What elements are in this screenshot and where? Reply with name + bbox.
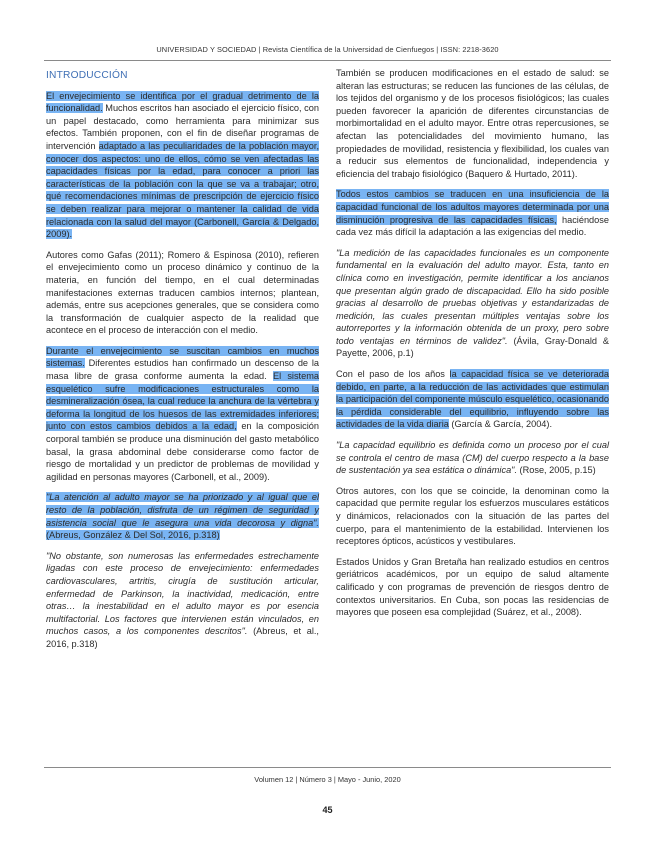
running-footer: Volumen 12 | Número 3 | Mayo - Junio, 2020	[254, 775, 401, 784]
body-paragraph-3	[336, 368, 609, 431]
highlight-span: Todos estos cambios se traducen en una insuficiencia de la capacidad funcional de los adultos mayores determinada por una disminución progresiva de las capacidades físicas,	[336, 189, 609, 225]
citation: (Ávila, Gray-Donald & Payette, 2006, p.1)	[336, 335, 609, 359]
body-paragraph-2	[336, 188, 609, 238]
footer-rule	[44, 767, 611, 768]
quote-paragraph-4	[336, 439, 609, 477]
intro-paragraph-2: Autores como Gafas (2011); Romero & Espinosa (2010), refieren el envejecimiento como un proceso dinámico y continuo de la materia, en función del tiempo, en el cual determinadas manifestaciones externas traducen cambios internos; plantean, además, entre sus acepciones generales, que se considera como la transformación de cualquier aspecto de la realidad que acontece en el proceso de interacción con el medio.	[46, 249, 319, 336]
highlight-span: Durante el envejecimiento se suscitan cambios en muchos sistemas.	[46, 345, 319, 369]
text-span: Muchos escritos han asociado el ejercicio físico, con un papel destacado, como herramienta para minimizar sus efectos. También proponen, con el fin de diseñar programas de intervención	[46, 103, 319, 151]
citation: (Abreus, González & Del Sol, 2016, p.318)	[46, 530, 220, 541]
quote-text: "La medición de las capacidades funcionales es un componente fundamental en la evaluación del adulto mayor. Esta, tanto en clínica como en investigación, permite identificar a los ancianos que presentan algún grado de discapacidad. Ello ha sido posible gracias al desarrollo de pruebas objetivas y estandarizadas de medición, las cuales presentan múltiples ventajas sobre los autorreportes y la información obtenida de un proxy, pero sobre todo ventajas en términos de validez".	[336, 247, 609, 346]
highlight-span: "La atención al adulto mayor se ha priorizado y al igual que el resto de la población, disfruta de un régimen de seguridad y asistencia social que le asegura una vida decorosa y digna".	[46, 492, 319, 528]
intro-paragraph-3	[46, 345, 319, 484]
text-span: haciéndose cada vez más difícil la adaptación a las exigencias del medio.	[336, 214, 609, 238]
right-column	[336, 67, 609, 627]
left-column	[46, 67, 319, 659]
page-number: 45	[322, 805, 333, 815]
highlight-span: El envejecimiento se identifica por el gradual detrimento de la funcionalidad.	[46, 90, 319, 114]
body-paragraph-5: Estados Unidos y Gran Bretaña han realizado estudios en centros geriátricos académicos, por un equipo de salud altamente calificado y con programas de prevención de riesgos dentro de contextos universitarios. En Cuba, son pocas las residencias de mayores que poseen esa complejidad (Suárez, et al., 2008).	[336, 556, 609, 618]
highlight-span: adaptado a las peculiaridades de la población mayor, conocer dos aspectos: uno de ellos, cómo se ven afectadas las capacidades físicas por la edad, para conocer a priori las características de la población con la que se va a trabajar; otro, qué recomendaciones mínimas de prescripción de ejercicio físico se deben realizar para mejorar o mantener la calidad de vida relacionada con la salud del mayor (Carbonell, García & Delgado, 2009).	[46, 140, 319, 240]
quote-text: "La capacidad equilibrio es definida como un proceso por el cual se controla el centro de masa (CM) del cuerpo respecto a la base de sustentación ya sea estática o dinámica".	[336, 440, 609, 476]
quote-paragraph-2	[46, 550, 319, 651]
text-span: Diferentes estudios han confirmado un descenso de la masa libre de grasa conforme aumenta la edad.	[46, 358, 319, 382]
body-paragraph-4: Otros autores, con los que se coincide, la denominan como la capacidad que permite regular los esfuerzos musculares estáticos y dinámicos, relacionados con la situación de las partes del cuerpo, para el mantenimiento de la estabilidad. Intervienen los receptores ópticos, acústicos y vestibulares.	[336, 485, 609, 547]
highlight-span: El sistema esquelético sufre modificaciones estructurales como la desmineralización ósea, la cual reduce la anchura de la vértebra y deforma la longitud de los huesos de las extremidades inferiores; junto con estos cambios debidos a la edad,	[46, 371, 319, 432]
quote-paragraph-3	[336, 247, 609, 360]
highlight-span: la capacidad física se ve deteriorada debido, en parte, a la reducción de las actividades que estimulan la participación del componente músculo esquelético, ocasionando la pérdida considerable del equilibrio, influyendo sobre las actividades de la vida diaria	[336, 369, 609, 430]
text-span: en la composición corporal también se produce una disminución del gasto metabólico basal, la grasa abdominal debe considerarse como factor de riesgo de mortalidad y un predictor de problemas de movilidad y agilidad en personas mayores (Carbonell, et al., 2009).	[46, 421, 320, 482]
quote-paragraph-1	[46, 491, 319, 541]
citation: (Rose, 2005, p.15)	[517, 465, 596, 476]
text-span: Con el paso de los años	[336, 369, 450, 380]
text-span: (García & García, 2004).	[448, 419, 553, 430]
body-paragraph-1: También se producen modificaciones en el estado de salud: se alteran las estructuras; se reducen las funciones de las células, de los tejidos del organismo y de los procesos fisiológicos; las cuales pueden favorecer la aparición de diferentes circunstancias de morbimortalidad en el adulto mayor. Entre otras repercusiones, se afectan las potencialidades del movimiento humano, las propiedades de movilidad, resistencia y flexibilidad, los cuales van a reducir sus elementos de funcionalidad, independencia y eficiencia del trabajo fisiológico (Baquero & Hurtado, 2011).	[336, 68, 609, 179]
section-heading: INTRODUCCIÓN	[46, 70, 128, 81]
quote-text: "No obstante, son numerosas las enfermedades estrechamente ligadas con este proceso de envejecimiento: enfermedades cardiovasculares, artritis, cirugía de sustitución articular, enfermedad de Parkinson, la inactividad, medicación, entre otras… la inestabilidad en el adulto mayor es por esencia multifactorial. Los factores que intervienen están vinculados, en muchos casos, a los componentes descritos".	[46, 550, 319, 637]
header-rule	[44, 60, 611, 61]
intro-paragraph-1	[46, 90, 319, 241]
running-header: UNIVERSIDAD Y SOCIEDAD | Revista Científica de la Universidad de Cienfuegos | ISSN: 2218-3620	[156, 45, 499, 54]
citation: (Abreus, et al., 2016, p.318)	[46, 626, 319, 649]
